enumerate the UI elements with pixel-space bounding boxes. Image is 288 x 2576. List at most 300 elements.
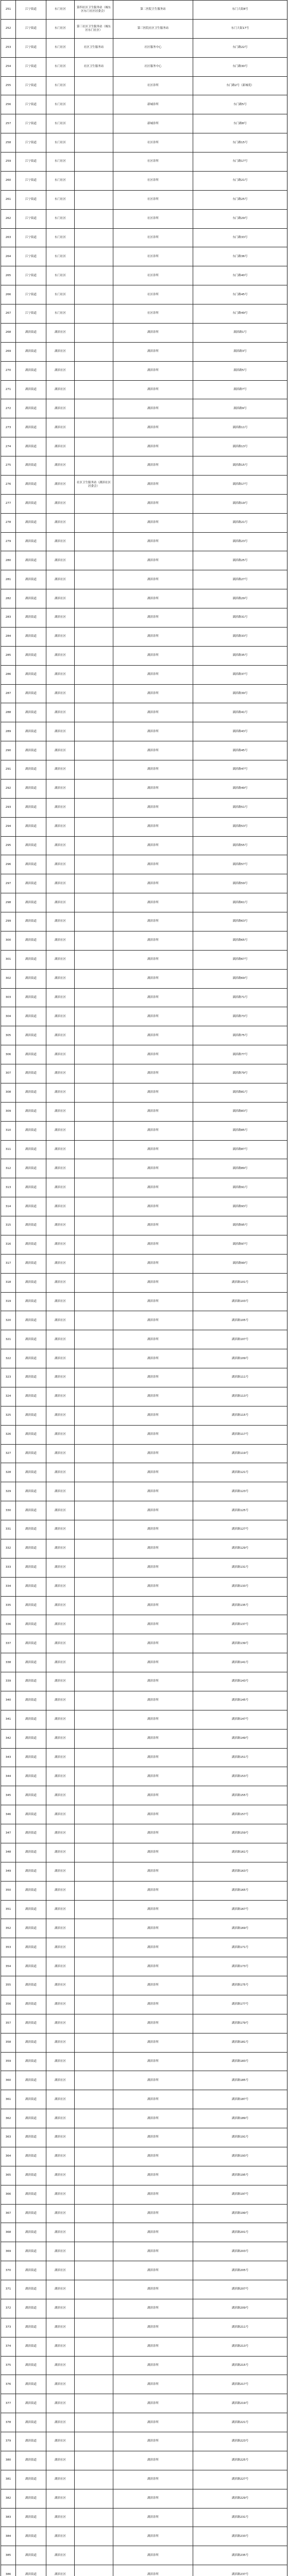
street-district-cell: 江宁街道 <box>16 95 46 114</box>
table-row <box>1 1406 287 1426</box>
row-number-cell: 380 <box>1 2451 16 2470</box>
community-cell <box>75 1293 113 1311</box>
community-cell <box>75 1578 113 1596</box>
facility-name-cell: 湖滨诊所 <box>113 2451 193 2470</box>
town-cell: 东门社区 <box>46 285 75 304</box>
row-number-cell: 320 <box>1 1311 16 1330</box>
address-cell: 东门路25号 <box>193 191 287 209</box>
community-cell <box>75 893 113 912</box>
address-cell: 湖滨路87号 <box>193 1141 287 1159</box>
address-cell: 湖滨路181号 <box>193 2033 287 2052</box>
street-district-cell: 江宁街道 <box>16 172 46 190</box>
facility-name-cell: 湖滨诊所 <box>113 2527 193 2546</box>
facility-name-cell: 湖滨诊所 <box>113 760 193 779</box>
street-district-cell: 湖滨街道 <box>16 456 46 475</box>
row-number-cell: 287 <box>1 685 16 703</box>
table-row <box>1 2261 287 2280</box>
facility-name-cell: 湖滨诊所 <box>113 1445 193 1463</box>
row-number-cell: 285 <box>1 647 16 665</box>
town-cell: 湖滨社区 <box>46 1597 75 1615</box>
facility-name-cell: 湖滨诊所 <box>113 1634 193 1653</box>
town-cell: 湖滨社区 <box>46 1653 75 1672</box>
table-row <box>1 1805 287 1824</box>
address-cell: 湖滨路101号 <box>193 1274 287 1292</box>
table-row <box>1 1786 287 1805</box>
street-district-cell: 湖滨街道 <box>16 1672 46 1691</box>
row-number-cell: 327 <box>1 1445 16 1463</box>
community-cell <box>75 362 113 380</box>
community-cell <box>75 1216 113 1235</box>
facility-name-cell: 湖滨诊所 <box>113 1749 193 1767</box>
address-cell: 湖滨路105号 <box>193 1311 287 1330</box>
community-cell <box>75 1938 113 1957</box>
town-cell: 湖滨社区 <box>46 1901 75 1919</box>
street-district-cell: 湖滨街道 <box>16 722 46 741</box>
table-row <box>1 741 287 760</box>
town-cell: 湖滨社区 <box>46 533 75 551</box>
address-cell: 湖滨路89号 <box>193 1159 287 1178</box>
town-cell: 湖滨社区 <box>46 1710 75 1729</box>
address-cell: 湖滨路223号 <box>193 2432 287 2451</box>
town-cell: 湖滨社区 <box>46 2128 75 2147</box>
address-cell: 湖滨路165号 <box>193 1882 287 1900</box>
community-cell <box>75 1901 113 1919</box>
row-number-cell: 371 <box>1 2280 16 2299</box>
row-number-cell: 385 <box>1 2546 16 2565</box>
row-number-cell: 272 <box>1 399 16 418</box>
community-cell <box>75 2166 113 2185</box>
table-row <box>1 95 287 114</box>
town-cell: 湖滨社区 <box>46 970 75 988</box>
row-number-cell: 305 <box>1 1026 16 1045</box>
facility-name-cell: 湖滨诊所 <box>113 1235 193 1254</box>
community-cell <box>75 2090 113 2109</box>
community-cell <box>75 666 113 684</box>
table-row <box>1 2489 287 2509</box>
street-district-cell: 江宁街道 <box>16 247 46 266</box>
town-cell: 湖滨社区 <box>46 1691 75 1710</box>
town-cell: 湖滨社区 <box>46 1235 75 1254</box>
row-number-cell: 322 <box>1 1349 16 1368</box>
table-row <box>1 2166 287 2185</box>
street-district-cell: 湖滨街道 <box>16 874 46 893</box>
community-cell <box>75 456 113 475</box>
table-row <box>1 1882 287 1901</box>
town-cell: 湖滨社区 <box>46 1558 75 1577</box>
facility-name-cell: 湖滨诊所 <box>113 2053 193 2071</box>
address-cell: 湖滨路143号 <box>193 1672 287 1691</box>
address-cell: 湖滨路119号 <box>193 1445 287 1463</box>
facility-name-cell: 湖滨诊所 <box>113 533 193 551</box>
street-district-cell: 江宁街道 <box>16 1 46 19</box>
community-cell <box>75 229 113 247</box>
street-district-cell: 湖滨街道 <box>16 1653 46 1672</box>
address-cell: 湖滨路169号 <box>193 1919 287 1938</box>
facility-name-cell: 湖滨诊所 <box>113 1995 193 2014</box>
facility-name-cell: 湖滨诊所 <box>113 1710 193 1729</box>
town-cell: 湖滨社区 <box>46 951 75 969</box>
address-cell: 湖滨路209号 <box>193 2299 287 2318</box>
street-district-cell: 湖滨街道 <box>16 647 46 665</box>
community-cell: 第三社区卫生服务站（城东区东门社区） <box>75 20 113 38</box>
address-cell: 湖滨路205号 <box>193 2261 287 2280</box>
community-cell <box>75 760 113 779</box>
address-cell: 湖滨路235号 <box>193 2546 287 2565</box>
street-district-cell: 湖滨街道 <box>16 2299 46 2318</box>
town-cell: 湖滨社区 <box>46 779 75 798</box>
community-cell <box>75 2128 113 2147</box>
row-number-cell: 365 <box>1 2166 16 2185</box>
town-cell: 东门社区 <box>46 114 75 133</box>
town-cell: 湖滨社区 <box>46 760 75 779</box>
table-row <box>1 1862 287 1882</box>
row-number-cell: 351 <box>1 1901 16 1919</box>
community-cell <box>75 2357 113 2375</box>
table-row <box>1 2394 287 2413</box>
row-number-cell: 319 <box>1 1293 16 1311</box>
row-number-cell: 281 <box>1 570 16 589</box>
row-number-cell: 271 <box>1 381 16 399</box>
facility-name-cell: 湖滨诊所 <box>113 1293 193 1311</box>
community-cell <box>75 685 113 703</box>
street-district-cell: 湖滨街道 <box>16 1767 46 1786</box>
street-district-cell: 湖滨街道 <box>16 2261 46 2280</box>
row-number-cell: 360 <box>1 2071 16 2090</box>
facility-name-cell: 湖滨诊所 <box>113 2071 193 2090</box>
town-cell: 湖滨社区 <box>46 570 75 589</box>
address-cell: 湖滨路219号 <box>193 2394 287 2413</box>
row-number-cell: 355 <box>1 1976 16 1995</box>
community-cell <box>75 2546 113 2565</box>
table-row <box>1 456 287 476</box>
row-number-cell: 346 <box>1 1805 16 1824</box>
town-cell: 湖滨社区 <box>46 1103 75 1121</box>
town-cell: 湖滨社区 <box>46 2185 75 2204</box>
facility-name-cell: 湖滨诊所 <box>113 970 193 988</box>
address-cell: 湖滨路211号 <box>193 2318 287 2337</box>
row-number-cell: 386 <box>1 2565 16 2576</box>
facility-name-cell: 湖滨诊所 <box>113 2565 193 2576</box>
row-number-cell: 300 <box>1 931 16 950</box>
table-row <box>1 399 287 418</box>
community-cell <box>75 1445 113 1463</box>
community-cell <box>75 1767 113 1786</box>
street-district-cell: 湖滨街道 <box>16 551 46 570</box>
community-cell <box>75 989 113 1007</box>
community-cell <box>75 1274 113 1292</box>
street-district-cell: 湖滨街道 <box>16 1615 46 1634</box>
row-number-cell: 384 <box>1 2527 16 2546</box>
facility-name-cell: 社区诊所 <box>113 77 193 95</box>
address-cell: 湖滨路151号 <box>193 1749 287 1767</box>
community-cell <box>75 2337 113 2356</box>
facility-name-cell: 湖滨诊所 <box>113 2280 193 2299</box>
facility-name-cell: 湖滨诊所 <box>113 818 193 836</box>
town-cell: 湖滨社区 <box>46 1330 75 1349</box>
facility-name-cell: 湖滨诊所 <box>113 362 193 380</box>
facility-name-cell: 湖滨诊所 <box>113 2147 193 2166</box>
facility-name-cell: 湖滨诊所 <box>113 1882 193 1900</box>
street-district-cell: 湖滨街道 <box>16 2147 46 2166</box>
row-number-cell: 259 <box>1 152 16 171</box>
town-cell: 湖滨社区 <box>46 912 75 931</box>
facility-name-cell: 湖滨诊所 <box>113 874 193 893</box>
table-row <box>1 533 287 552</box>
facility-name-cell: 湖滨诊所 <box>113 2261 193 2280</box>
community-cell <box>75 1141 113 1159</box>
town-cell: 东门社区 <box>46 172 75 190</box>
table-row <box>1 39 287 58</box>
row-number-cell: 356 <box>1 1995 16 2014</box>
address-cell: 湖滨路93号 <box>193 1197 287 1216</box>
table-row <box>1 970 287 989</box>
row-number-cell: 253 <box>1 39 16 57</box>
town-cell: 湖滨社区 <box>46 1445 75 1463</box>
street-district-cell: 湖滨街道 <box>16 1634 46 1653</box>
community-cell <box>75 304 113 323</box>
facility-name-cell: 湖滨诊所 <box>113 685 193 703</box>
street-district-cell: 湖滨街道 <box>16 1007 46 1026</box>
facility-name-cell: 湖滨诊所 <box>113 1141 193 1159</box>
town-cell: 湖滨社区 <box>46 2014 75 2033</box>
town-cell: 东门社区 <box>46 191 75 209</box>
row-number-cell: 330 <box>1 1501 16 1520</box>
address-cell: 东门大街8号 <box>193 1 287 19</box>
table-row <box>1 1 287 20</box>
street-district-cell: 湖滨街道 <box>16 1368 46 1387</box>
facility-name-cell: 湖滨诊所 <box>113 912 193 931</box>
town-cell: 湖滨社区 <box>46 2451 75 2470</box>
address-cell: 湖滨路25号 <box>193 551 287 570</box>
town-cell: 湖滨社区 <box>46 2565 75 2576</box>
street-district-cell: 湖滨街道 <box>16 855 46 874</box>
community-cell <box>75 1824 113 1843</box>
table-row <box>1 799 287 818</box>
table-row <box>1 1349 287 1368</box>
community-cell <box>75 647 113 665</box>
street-district-cell: 江宁街道 <box>16 77 46 95</box>
table-row <box>1 1730 287 1749</box>
street-district-cell: 湖滨街道 <box>16 533 46 551</box>
street-district-cell: 湖滨街道 <box>16 1235 46 1254</box>
street-district-cell: 湖滨街道 <box>16 1578 46 1596</box>
street-district-cell: 湖滨街道 <box>16 514 46 532</box>
address-cell: 湖滨路13号 <box>193 437 287 456</box>
community-cell <box>75 399 113 418</box>
row-number-cell: 295 <box>1 837 16 855</box>
street-district-cell: 湖滨街道 <box>16 1862 46 1881</box>
community-cell <box>75 1995 113 2014</box>
town-cell: 东门社区 <box>46 229 75 247</box>
row-number-cell: 345 <box>1 1786 16 1805</box>
row-number-cell: 298 <box>1 893 16 912</box>
town-cell: 湖滨社区 <box>46 1501 75 1520</box>
row-number-cell: 359 <box>1 2053 16 2071</box>
facility-name-cell: 湖滨诊所 <box>113 1862 193 1881</box>
street-district-cell: 湖滨街道 <box>16 608 46 627</box>
address-cell: 湖滨路123号 <box>193 1482 287 1501</box>
table-row <box>1 1255 287 1274</box>
facility-name-cell: 社区服务中心 <box>113 58 193 76</box>
community-cell <box>75 1805 113 1824</box>
table-row <box>1 722 287 741</box>
town-cell: 湖滨社区 <box>46 1730 75 1748</box>
facility-name-cell: 湖滨诊所 <box>113 2489 193 2508</box>
town-cell: 湖滨社区 <box>46 2489 75 2508</box>
facility-name-cell: 湖滨诊所 <box>113 2033 193 2052</box>
street-district-cell: 湖滨街道 <box>16 2470 46 2489</box>
row-number-cell: 364 <box>1 2147 16 2166</box>
community-cell <box>75 2014 113 2033</box>
table-row <box>1 152 287 172</box>
community-cell <box>75 1653 113 1672</box>
street-district-cell: 湖滨街道 <box>16 703 46 722</box>
address-cell: 东门路33号 <box>193 229 287 247</box>
street-district-cell: 江宁街道 <box>16 191 46 209</box>
row-number-cell: 377 <box>1 2394 16 2413</box>
town-cell: 湖滨社区 <box>46 2071 75 2090</box>
facility-name-cell: 湖滨诊所 <box>113 2432 193 2451</box>
row-number-cell: 255 <box>1 77 16 95</box>
town-cell: 湖滨社区 <box>46 2205 75 2223</box>
facility-name-cell: 湖滨诊所 <box>113 779 193 798</box>
table-row <box>1 1824 287 1843</box>
street-district-cell: 湖滨街道 <box>16 437 46 456</box>
town-cell: 湖滨社区 <box>46 1862 75 1881</box>
facility-name-cell: 社区诊所 <box>113 172 193 190</box>
community-cell <box>75 741 113 760</box>
address-cell: 湖滨路11号 <box>193 418 287 437</box>
street-district-cell: 湖滨街道 <box>16 2242 46 2261</box>
facility-name-cell: 湖滨诊所 <box>113 703 193 722</box>
town-cell: 湖滨社区 <box>46 818 75 836</box>
address-cell: 湖滨路225号 <box>193 2451 287 2470</box>
street-district-cell: 湖滨街道 <box>16 799 46 817</box>
row-number-cell: 326 <box>1 1426 16 1444</box>
facility-name-cell: 湖滨诊所 <box>113 1520 193 1539</box>
town-cell: 湖滨社区 <box>46 495 75 513</box>
row-number-cell: 289 <box>1 722 16 741</box>
row-number-cell: 256 <box>1 95 16 114</box>
table-row <box>1 172 287 191</box>
street-district-cell: 湖滨街道 <box>16 1330 46 1349</box>
town-cell: 湖滨社区 <box>46 1141 75 1159</box>
address-cell: 湖滨路61号 <box>193 893 287 912</box>
facility-name-cell: 湖滨诊所 <box>113 1501 193 1520</box>
table-row <box>1 2071 287 2090</box>
row-number-cell: 357 <box>1 2014 16 2033</box>
table-row <box>1 495 287 514</box>
town-cell: 湖滨社区 <box>46 1026 75 1045</box>
community-cell <box>75 799 113 817</box>
address-cell: 东门路40号 <box>193 266 287 285</box>
town-cell: 湖滨社区 <box>46 2546 75 2565</box>
facility-name-cell: 湖滨诊所 <box>113 1805 193 1824</box>
address-cell: 湖滨路127号 <box>193 1520 287 1539</box>
address-cell: 湖滨路147号 <box>193 1710 287 1729</box>
street-district-cell: 湖滨街道 <box>16 399 46 418</box>
community-cell <box>75 2071 113 2090</box>
community-cell <box>75 722 113 741</box>
table-row <box>1 266 287 285</box>
community-cell <box>75 1311 113 1330</box>
facility-name-cell: 湖滨诊所 <box>113 2470 193 2489</box>
facility-name-cell: 湖滨诊所 <box>113 1349 193 1368</box>
address-cell: 湖滨路145号 <box>193 1691 287 1710</box>
community-cell <box>75 2109 113 2128</box>
facility-name-cell: 湖滨诊所 <box>113 2109 193 2128</box>
table-row <box>1 1995 287 2014</box>
table-row <box>1 666 287 685</box>
facility-name-cell: 湖滨诊所 <box>113 722 193 741</box>
address-cell: 湖滨路133号 <box>193 1578 287 1596</box>
address-cell: 湖滨路183号 <box>193 2053 287 2071</box>
town-cell: 东门社区 <box>46 247 75 266</box>
table-row <box>1 1672 287 1691</box>
community-cell <box>75 2280 113 2299</box>
table-row <box>1 874 287 893</box>
address-cell: 湖滨路91号 <box>193 1178 287 1197</box>
community-cell <box>75 1007 113 1026</box>
table-row <box>1 1843 287 1862</box>
town-cell: 湖滨社区 <box>46 2509 75 2527</box>
table-row <box>1 1083 287 1103</box>
table-row <box>1 437 287 456</box>
address-cell: 湖滨路207号 <box>193 2280 287 2299</box>
table-row <box>1 1919 287 1938</box>
facility-name-cell: 湖滨诊所 <box>113 1672 193 1691</box>
address-cell: 湖滨路45号 <box>193 741 287 760</box>
town-cell: 湖滨社区 <box>46 2394 75 2413</box>
row-number-cell: 278 <box>1 514 16 532</box>
street-district-cell: 湖滨街道 <box>16 2565 46 2576</box>
town-cell: 湖滨社区 <box>46 1159 75 1178</box>
address-cell: 湖滨路41号 <box>193 703 287 722</box>
address-cell: 东门大街17号 <box>193 20 287 38</box>
row-number-cell: 270 <box>1 362 16 380</box>
table-row <box>1 2509 287 2528</box>
table-row <box>1 2357 287 2376</box>
town-cell: 湖滨社区 <box>46 1007 75 1026</box>
town-cell: 湖滨社区 <box>46 2337 75 2356</box>
table-row <box>1 1368 287 1387</box>
community-cell <box>75 1368 113 1387</box>
address-cell: 湖滨路3号 <box>193 343 287 361</box>
row-number-cell: 347 <box>1 1824 16 1843</box>
street-district-cell: 湖滨街道 <box>16 2527 46 2546</box>
street-district-cell: 湖滨街道 <box>16 1159 46 1178</box>
street-district-cell: 湖滨街道 <box>16 2509 46 2527</box>
town-cell: 湖滨社区 <box>46 1919 75 1938</box>
community-cell <box>75 1862 113 1881</box>
address-cell: 东门路22号 <box>193 39 287 57</box>
row-number-cell: 341 <box>1 1710 16 1729</box>
facility-name-cell: 湖滨诊所 <box>113 343 193 361</box>
address-cell: 湖滨路131号 <box>193 1558 287 1577</box>
community-cell <box>75 191 113 209</box>
address-cell: 湖滨路215号 <box>193 2357 287 2375</box>
row-number-cell: 308 <box>1 1083 16 1102</box>
community-cell <box>75 1482 113 1501</box>
table-row <box>1 2546 287 2565</box>
table-row <box>1 247 287 266</box>
facility-name-cell: 湖滨诊所 <box>113 514 193 532</box>
facility-name-cell: 湖滨诊所 <box>113 1083 193 1102</box>
street-district-cell: 湖滨街道 <box>16 1141 46 1159</box>
community-cell <box>75 418 113 437</box>
street-district-cell: 湖滨街道 <box>16 1501 46 1520</box>
facility-name-cell: 湖滨诊所 <box>113 437 193 456</box>
